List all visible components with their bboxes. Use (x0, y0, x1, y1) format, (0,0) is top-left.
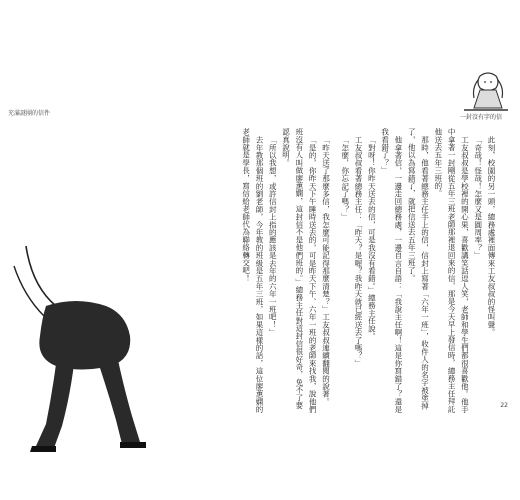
book-title-header: 充滿謎團的信件 (8, 110, 51, 117)
paragraph: 那時，他看著總務主任手上的信，信封上寫著「六年一班」，收件人的名字被塗掉了，他以為寫錯了，就把信送去五年三班了。 (407, 128, 430, 409)
page-number: 22 (500, 402, 508, 409)
chapter-label: 一封沒有字的信 (459, 114, 502, 121)
bending-man-illustration (6, 236, 156, 456)
paragraph: 「奇哉！怪哉！怎麼又是圓周率？」 (473, 135, 483, 259)
paragraph: 去年教那個班的劉老師，今年教的班級是五年三班，如果這樣的話，這位廖蕙嫻的老師就是學長，寫信給老師代為聯絡轉交吧！ (241, 128, 264, 413)
paragraph: 工友叔叔看著總務主任：「昨天？是喔？我昨天就已經送去了嗎？」 (354, 135, 364, 367)
paragraph: 他拿著信，一邊走回總務處，一邊自言自語：「我說主任啊！這是你寫錯了？還是我看錯了？」 (380, 128, 403, 413)
body-text (172, 128, 498, 416)
paragraph: 「怎麼，你忘記了嗎？」 (340, 135, 350, 221)
paragraph: 「對呀！你昨天送去的信，可是我沒有看錯。」總務主任說。 (367, 135, 377, 340)
paragraph: 工友叔叔是學校裡的開心果，喜歡講笑話逗人笑，老師和學生們都很喜歡他。他手中拿著一封剛從五年三班老師那裡退回來的信，那是今天早上發信時，總務主任拜託他送去五年三班的。 (433, 128, 470, 413)
paragraph: 「昨天送了那麼多信，我怎麼可能記得那麼清楚？」工友叔叔連續翻閱的說著。 (321, 135, 331, 405)
paragraph: 「是的，你昨天下午睡時送去的，可是昨天下午、六年一班的老師來找我，說他們班沒有人叫做廖蕙嫻，這封信不是他們班的。」總務主任對這封信很好奇，免不了要認真說明。 (281, 128, 318, 413)
paragraph: 「所以我想，或許信封上指的應該是去年的六年一班吧！」 (268, 135, 278, 336)
paragraph: 此刻，校園的另一頭，總務處裡面傳來工友叔叔的怪叫聲。 (487, 135, 496, 336)
